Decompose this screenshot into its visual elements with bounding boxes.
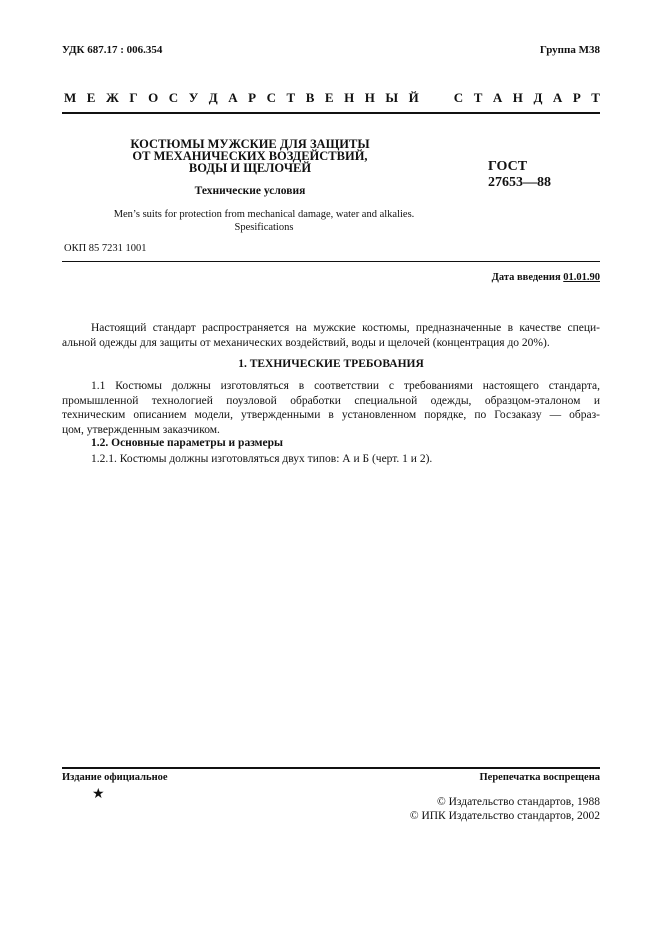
banner-letter: Н [512,90,523,105]
banner-letter: Ж [105,90,119,105]
banner-letter: Г [129,90,138,105]
banner-letter: У [188,90,199,105]
title-line: КОСТЮМЫ МУЖСКИЕ ДЛЯ ЗАЩИТЫ [130,137,370,151]
paragraph-line: техническим описанием модели, утвержденными в установленном порядке, по Госзаказу — образ- [62,409,600,421]
banner-letter: М [64,90,77,105]
document-subtitle: Технические условия [194,185,306,197]
banner-letter: Й [408,90,419,105]
okp-code: ОКП 85 7231 1001 [64,243,147,254]
banner-letter: Т [473,90,483,105]
english-title-line: Spesifications [234,222,294,233]
okp-rule [62,261,600,262]
intro-paragraph [62,321,600,350]
gost-designation [488,159,551,191]
banner-rule [62,112,600,114]
group-code: Группа М38 [539,44,600,56]
subsection-1-2-title: 1.2. Основные параметры и размеры [91,437,283,449]
banner-letter: А [552,90,563,105]
banner-letter: С [168,90,179,105]
document-title [100,138,400,174]
paragraph-line: цом, утвержденным заказчиком. [62,423,220,436]
standard-banner [64,88,600,108]
paragraph-line: Настоящий стандарт распространяется на мужские костюмы, предназначенные в качестве специ- [91,322,600,334]
banner-letter: Д [533,90,543,105]
introduction-date [470,272,600,283]
banner-letter: Н [364,90,375,105]
paragraph-line: 1.1 Костюмы должны изготовляться в соответствии с требованиями настоящего стандарта, [91,380,600,392]
footer-rule [62,767,600,769]
title-line: ОТ МЕХАНИЧЕСКИХ ВОЗДЕЙСТВИЙ, [132,149,368,163]
banner-letter: Р [248,90,257,105]
banner-letter: Н [344,90,355,105]
banner-letter: Т [286,90,296,105]
banner-letter: Т [591,90,600,105]
banner-letter: Ы [385,90,399,105]
paragraph-line: промышленной технологией поузловой обработки специальной одежды, образцом-эталоном и [62,394,600,407]
paragraph-1-2-1: 1.2.1. Костюмы должны изготовляться двух типов: А и Б (черт. 1 и 2). [91,453,433,465]
title-line: ВОДЫ И ЩЕЛОЧЕЙ [188,161,312,175]
star-icon: ★ [92,787,105,802]
paragraph-1-1 [62,379,600,437]
banner-letter: С [266,90,276,105]
official-edition-label: Издание официальное [62,772,168,783]
introduction-date-label: Дата введения [491,272,561,283]
banner-letter: В [305,90,315,105]
udk-code: УДК 687.17 : 006.354 [62,44,163,56]
banner-letter: А [492,90,503,105]
english-title-line: Men’s suits for protection from mechanical damage, water and alkalies. [113,209,415,220]
banner-letter: А [228,90,238,105]
banner-letter: Е [86,90,96,105]
introduction-date-value: 01.01.90 [563,272,600,283]
banner-letter: О [148,90,159,105]
banner-letter: Р [572,90,581,105]
copyright-line-1: © Издательство стандартов, 1988 [436,796,600,808]
copyright-line-2: © ИПК Издательство стандартов, 2002 [409,810,600,822]
banner-letter: Д [208,90,218,105]
banner-letter: С [453,90,464,105]
reprint-notice: Перепечатка воспрещена [479,772,600,783]
banner-letter: Е [324,90,334,105]
gost-number: 27653—88 [488,175,551,190]
paragraph-line: альной одежды для защиты от механических воздействий, воды и щелочей (концентрация до 20%). [62,336,550,349]
section-1-title: 1. ТЕХНИЧЕСКИЕ ТРЕБОВАНИЯ [238,358,424,370]
gost-label: ГОСТ [488,159,528,174]
